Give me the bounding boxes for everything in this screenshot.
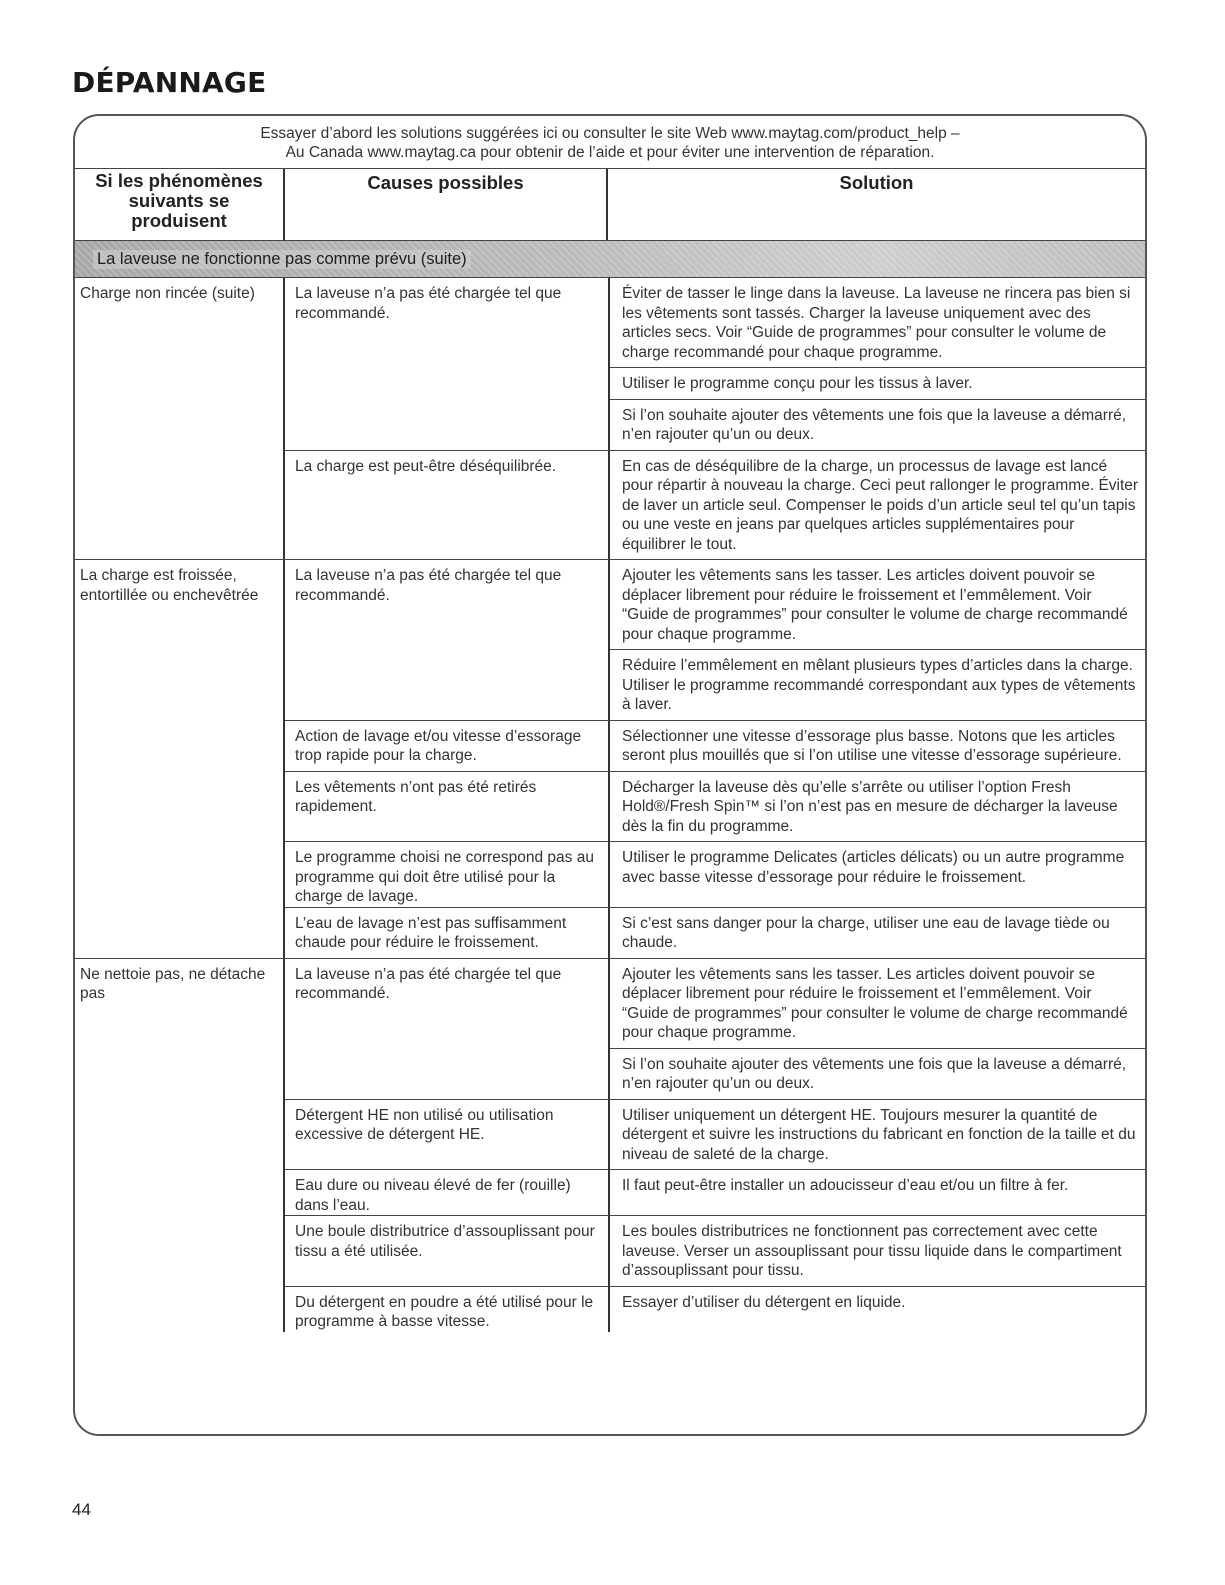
problem-label: La charge est froissée, entortillée ou enchevêtrée [80,567,259,604]
cause-text: Action de lavage et/ou vitesse d’essorage trop rapide pour la charge. [295,727,582,764]
cause-text: Les vêtements n’ont pas été retirés rapidement. [295,778,537,815]
header-causes: Causes possibles [283,169,606,240]
solution-text: Utiliser le programme Delicates (articles délicats) ou un autre programme avec basse vitesse d’essorage pour réduire le froissement. [622,849,1125,886]
causes-list [283,560,1145,958]
solutions-list [608,1100,1145,1170]
solution-text: Sélectionner une vitesse d’essorage plus basse. Notons que les articles seront plus mouillés que si l’on utilise une vitesse d’essorage supérieure. [622,727,1122,764]
section-title: La laveuse ne fonctionne pas comme prévu (suite) [93,250,471,269]
cause-row [285,1287,1145,1332]
cause-text: Une boule distributrice d’assouplissant pour tissu a été utilisée. [295,1223,595,1260]
cause-row [285,451,1145,560]
cause-text: Le programme choisi ne correspond pas au programme qui doit être utilisé pour la charge de lavage. [295,849,594,905]
intro-line-1: Essayer d’abord les solutions suggérées ici ou consulter le site Web www.maytag.com/product_help – [260,125,960,142]
troubleshooting-table [75,278,1145,1332]
cause-row [285,959,1145,1100]
intro-text [75,116,1145,168]
solutions-list [608,278,1145,450]
section-banner [75,240,1145,278]
header-solution: Solution [606,169,1145,240]
solution-text: Les boules distributrices ne fonctionnent pas correctement avec cette laveuse. Verser un assouplissant pour tissu liquide dans le compartiment d’assouplissant pour tissu. [622,1223,1122,1279]
cause-text: La laveuse n’a pas été chargée tel que recommandé. [295,965,562,1002]
cause-text: Du détergent en poudre a été utilisé pour le programme à basse vitesse. [295,1293,594,1330]
solution-text: Si c’est sans danger pour la charge, utiliser une eau de lavage tiède ou chaude. [622,914,1110,951]
solution-text: Ajouter les vêtements sans les tasser. Les articles doivent pouvoir se déplacer librement pour réduire le froissement et l’emmêlement. Voir “Guide de programmes” pour consulter le volume de charge recommandé pour chaque programme. [610,959,1145,1049]
solution-text: Si l’on souhaite ajouter des vêtements une fois que la laveuse a démarré, n’en rajouter qu’un ou deux. [622,406,1127,443]
cause-row [285,1100,1145,1171]
problem-label: Ne nettoie pas, ne détache pas [80,965,266,1002]
intro-line-2: Au Canada www.maytag.ca pour obtenir de l’aide et pour éviter une intervention de réparation. [285,144,935,161]
solution-text: Essayer d’utiliser du détergent en liquide. [622,1293,906,1311]
cause-row [285,560,1145,721]
causes-list [283,278,1145,559]
cause-row [285,908,1145,958]
solution-text: Utiliser uniquement un détergent HE. Toujours mesurer la quantité de détergent et suivre les instructions du fabricant en fonction de la taille et du niveau de saleté de la charge. [622,1106,1136,1163]
cause-row [285,842,1145,908]
cause-row [285,278,1145,451]
cause-text: La charge est peut-être déséquilibrée. [295,457,557,475]
solutions-list [608,451,1145,560]
solution-text: Si l’on souhaite ajouter des vêtements une fois que la laveuse a démarré, n’en rajouter qu’un ou deux. [622,1055,1127,1092]
problem-group [75,560,1145,959]
troubleshooting-frame [73,114,1147,1436]
page-number: 44 [72,1500,91,1519]
cause-text: La laveuse n’a pas été chargée tel que recommandé. [295,567,562,604]
problem-group [75,278,1145,560]
solutions-list [608,721,1145,771]
solutions-list [608,772,1145,842]
page-title: DÉPANNAGE [72,66,267,99]
problem-label: Charge non rincée (suite) [80,285,255,302]
table-header [75,168,1145,240]
cause-row [285,772,1145,843]
cause-text: La laveuse n’a pas été chargée tel que recommandé. [295,285,562,322]
solutions-list [608,908,1145,958]
header-symptoms: Si les phénomènes suivants se produisent [95,170,263,231]
solution-text: Utiliser le programme conçu pour les tissus à laver. [610,368,1145,400]
problem-group [75,959,1145,1332]
solution-text: En cas de déséquilibre de la charge, un processus de lavage est lancé pour répartir à nouveau la charge. Ceci peut rallonger le programme. Éviter de laver un article seul. Compenser le poids d’un article seul tel qu’un tapis ou une veste en jeans par quelques articles supplémentaires pour équilibrer le tout. [622,457,1139,553]
solution-text: Il faut peut-être installer un adoucisseur d’eau et/ou un filtre à fer. [622,1177,1069,1194]
solution-text: Réduire l’emmêlement en mêlant plusieurs types d’articles dans la charge. Utiliser le programme recommandé correspondant aux types de vêtements à laver. [622,657,1136,713]
solution-text: Éviter de tasser le linge dans la laveuse. La laveuse ne rincera pas bien si les vêtements sont tassés. Charger la laveuse uniquement avec des articles secs. Voir “Guide de programmes” pour consulter le volume de charge recommandé pour chaque programme. [610,278,1145,368]
cause-row [285,721,1145,772]
cause-text: Eau dure ou niveau élevé de fer (rouille) dans l’eau. [295,1177,571,1214]
solutions-list [608,1216,1145,1286]
solutions-list [608,842,1145,907]
causes-list [283,959,1145,1332]
cause-text: L’eau de lavage n’est pas suffisamment chaude pour réduire le froissement. [295,914,567,951]
solution-text: Décharger la laveuse dès qu’elle s’arrête ou utiliser l’option Fresh Hold®/Fresh Spin™ si l’on n’est pas en mesure de décharger la laveuse dès la fin du programme. [622,778,1118,835]
solutions-list [608,1287,1145,1332]
solutions-list [608,1170,1145,1215]
cause-row [285,1216,1145,1287]
cause-row [285,1170,1145,1216]
solution-text: Ajouter les vêtements sans les tasser. Les articles doivent pouvoir se déplacer librement pour réduire le froissement et l’emmêlement. Voir “Guide de programmes” pour consulter le volume de charge recommandé pour chaque programme. [610,560,1145,650]
cause-text: Détergent HE non utilisé ou utilisation excessive de détergent HE. [295,1106,554,1143]
solutions-list [608,560,1145,720]
solutions-list [608,959,1145,1099]
